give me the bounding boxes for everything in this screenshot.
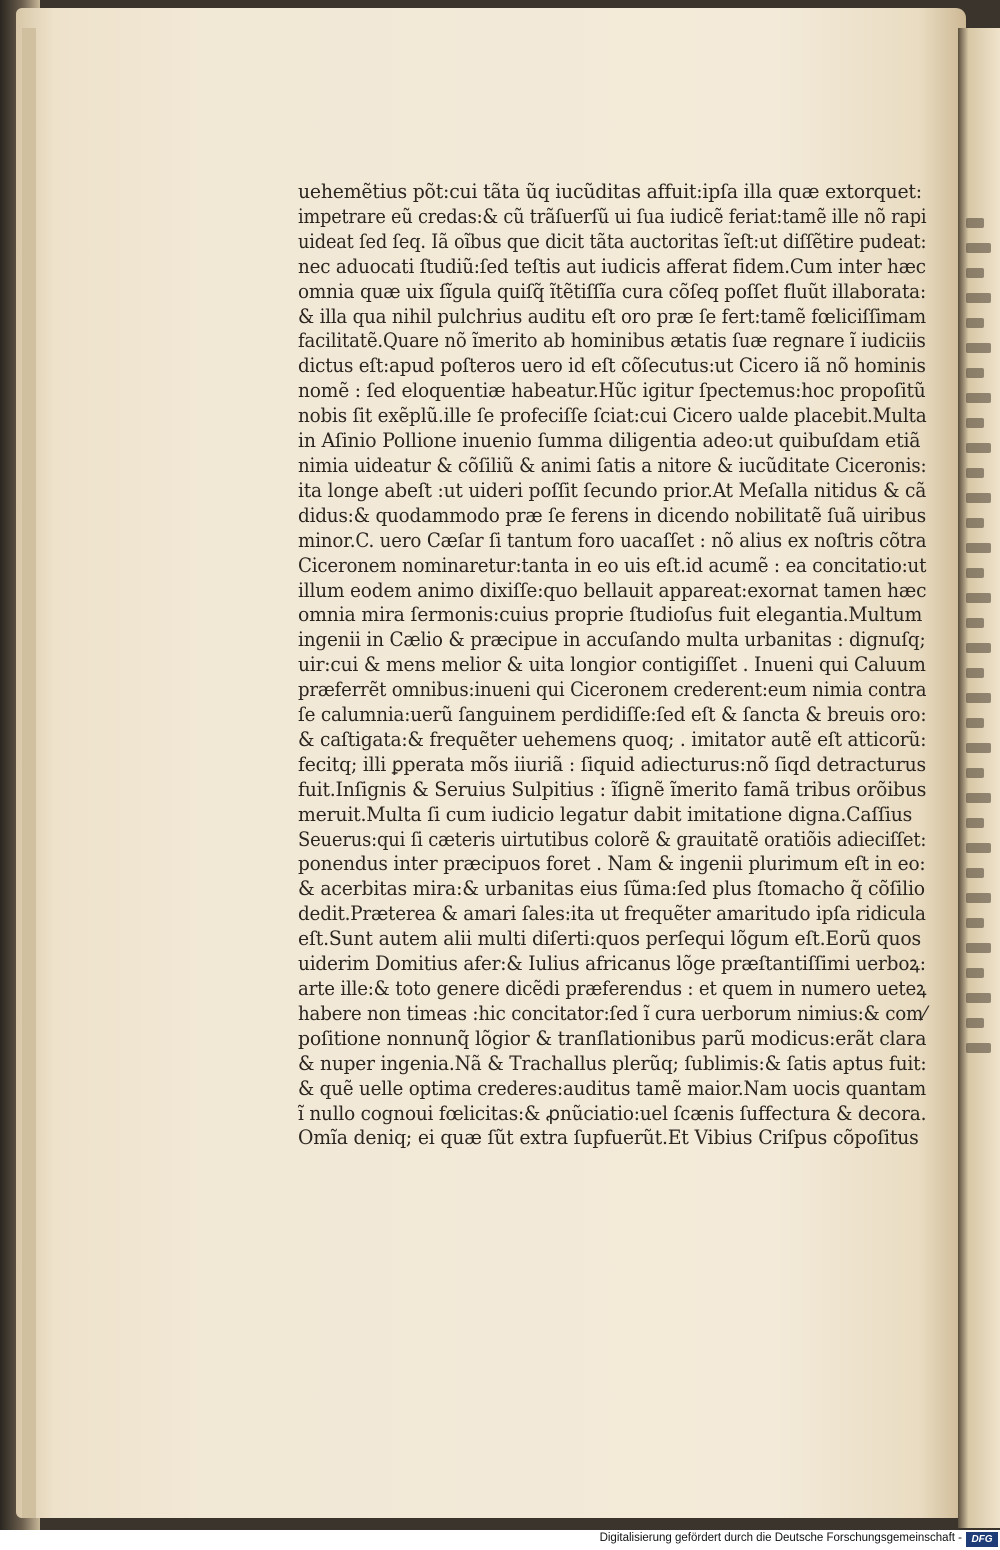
- text-line: arte ille:& toto genere dicẽdi præferendus : et quem in numero ueteꝝ: [298, 977, 927, 1000]
- text-line: ita longe abeſt :ut uideri poſſit ſecundo prior.At Meſalla nitidus & cã: [298, 478, 927, 502]
- facing-page-mark: [966, 993, 991, 1003]
- text-line: Omĩa deniq; ei quæ ſũt extra ſupfuerũt.Et Vibius Criſpus cõpoſitus: [298, 1126, 919, 1150]
- facing-page-mark: [966, 518, 984, 528]
- text-line: omnia mira ſermonis:cuius proprie ſtudioſus fuit elegantia.Multum: [298, 603, 923, 627]
- text-line: nec aduocati ſtudiũ:ſed teſtis aut iudicis afferat fidem.Cum inter hæc: [298, 254, 926, 278]
- facing-page-mark: [966, 293, 991, 303]
- page-stack-edges: [22, 28, 36, 1518]
- facing-page-mark: [966, 743, 991, 753]
- facing-page-mark: [966, 968, 984, 978]
- text-line: fuit.Inſignis & Seruius Sulpitius : ĩſignẽ ĩmerito famã tribus orõibus: [298, 777, 927, 801]
- facing-page-mark: [966, 693, 991, 703]
- facing-page-mark: [966, 443, 991, 453]
- facing-page-mark: [966, 868, 984, 878]
- text-line: uehemẽtius põt:cui tãta ũq iucũditas affuit:ipſa illa quæ extorquet:: [298, 180, 922, 203]
- text-line: dictus eſt:apud poſteros uero id eſt cõſecutus:ut Cicero iã nõ hominis: [298, 354, 926, 378]
- dfg-logo-icon: DFG: [966, 1532, 998, 1547]
- facing-page-mark: [966, 1043, 991, 1053]
- facing-page-mark: [966, 543, 991, 553]
- text-line: habere non timeas :hic concitator:ſed ĩ cura uerborum nimius:& com⁄: [298, 1001, 926, 1025]
- facing-page-mark: [966, 618, 984, 628]
- facing-page-mark: [966, 668, 984, 678]
- main-text-block: [298, 180, 938, 1151]
- text-line: eſt.Sunt autem alii multi diſerti:quos perſequi lõgum eſt.Eorũ quos: [298, 927, 921, 951]
- facing-page-mark: [966, 243, 991, 253]
- facing-page-mark: [966, 818, 984, 828]
- text-line: Seuerus:qui ſi cæteris uirtutibus colorẽ & grauitatẽ oratiõis adieciſſet:: [298, 827, 927, 851]
- text-line: facilitatẽ.Quare nõ ĩmerito ab hominibus ætatis ſuæ regnare ĩ iudiciis: [298, 329, 926, 353]
- facing-page-mark: [966, 343, 991, 353]
- text-line: didus:& quodammodo præ ſe ferens in dicendo nobilitatẽ ſuã uiribus: [298, 503, 926, 527]
- facing-page-mark: [966, 918, 984, 928]
- facing-page-mark: [966, 643, 991, 653]
- facing-page-mark: [966, 218, 984, 228]
- facing-page-mark: [966, 768, 984, 778]
- text-line: uideat ſed ſeq. Iã oĩbus que dicit tãta auctoritas ĩeſt:ut diſſẽtire pudeat:: [298, 229, 927, 253]
- text-line: omnia quæ uix ſĩgula quiſq̃ ĩtẽtiſſĩa cura cõſeq poſſet fluũt illaborata:: [298, 279, 926, 303]
- text-line: nimia uideatur & cõſiliũ & animi ſatis a nitore & iucũditate Ciceronis:: [298, 453, 927, 477]
- text-line: impetrare eũ credas:& cũ trãſuerſũ ui ſua iudicẽ feriat:tamẽ ille nõ rapi: [298, 204, 927, 228]
- facing-page-mark: [966, 393, 991, 403]
- text-line: uiderim Domitius afer:& Iulius africanus lõge præſtantiſſimi uerboꝝ:: [298, 952, 926, 976]
- facing-page-mark: [966, 493, 991, 503]
- facing-page-mark: [966, 418, 984, 428]
- facing-page-mark: [966, 718, 984, 728]
- text-line: ſe calumnia:uerũ ſanguinem perdidiſſe:ſed eſt & ſancta & breuis oro:: [298, 703, 927, 727]
- text-line: Ciceronem nominaretur:tanta in eo uis eſt.id acumẽ : ea concitatio:ut: [298, 553, 927, 577]
- text-line: illum eodem animo dixiſſe:quo bellauit appareat:exornat tamen hæc: [298, 578, 927, 602]
- facing-page-mark: [966, 268, 984, 278]
- text-line: ponendus inter præcipuos foret . Nam & ingenii plurimum eſt in eo:: [298, 852, 926, 876]
- text-line: nomẽ : ſed eloquentiæ habeatur.Hũc igitur ſpectemus:hoc propoſitũ: [298, 379, 926, 403]
- text-line: minor.C. uero Cæſar ſi tantum foro uacaſſet : nõ alius ex noſtris cõtra: [298, 528, 927, 552]
- facing-page-mark: [966, 793, 991, 803]
- digitization-footer: [0, 1530, 1000, 1550]
- facing-page-mark: [966, 843, 991, 853]
- text-line: in Aſinio Pollione inuenio ſumma diligentia adeo:ut quibuſdam etiã: [298, 429, 921, 453]
- funding-credit: Digitalisierung gefördert durch die Deutsche Forschungsgemeinschaft -: [599, 1532, 962, 1544]
- text-line: uir:cui & mens melior & uita longior contigiſſet . Inueni qui Caluum: [298, 653, 926, 677]
- facing-page-mark: [966, 368, 984, 378]
- text-line: nobis ſit exẽplũ.ille ſe profeciſſe ſciat:cui Cicero ualde placebit.Multa: [298, 404, 927, 428]
- facing-page-mark: [966, 568, 984, 578]
- text-line: ĩ nullo cognoui fœlicitas:& ꝓnũciatio:uel ſcænis ſuffectura & decora.: [298, 1101, 927, 1125]
- text-line: & caſtigata:& frequẽter uehemens quoq; . imitator autẽ eſt atticorũ:: [298, 727, 927, 751]
- text-line: ingenii in Cælio & præcipue in accuſando multa urbanitas : dignuſq;: [298, 628, 926, 652]
- text-line: dedit.Præterea & amari ſales:ita ut frequẽter amaritudo ipſa ridicula: [298, 902, 926, 926]
- text-line: fecitq; illi ꝑperata mõs iiuriã : ſiquid adiecturus:nõ ſiqd detracturus: [298, 752, 926, 776]
- text-line: meruit.Multa ſi cum iudicio legatur dabit imitatione digna.Caſſius: [298, 802, 913, 826]
- text-line: & illa qua nihil pulchrius auditu eſt oro præ ſe fert:tamẽ fœliciſſimam: [298, 304, 926, 328]
- text-line: & nuper ingenia.Nã & Trachallus plerũq; ſublimis:& ſatis aptus fuit:: [298, 1051, 927, 1075]
- text-line: præferrẽt omnibus:inueni qui Ciceronem crederent:eum nimia contra: [298, 678, 927, 702]
- facing-page-mark: [966, 943, 991, 953]
- facing-page-fragment: [958, 28, 1000, 1528]
- facing-page-mark: [966, 1018, 984, 1028]
- facing-page-mark: [966, 318, 984, 328]
- facing-page-mark: [966, 593, 991, 603]
- text-line: & acerbitas mira:& urbanitas eius ſũma:ſed plus ſtomacho q̃ cõſilio: [298, 877, 925, 901]
- facing-page-mark: [966, 468, 984, 478]
- facing-page-mark: [966, 893, 991, 903]
- text-line: & quẽ uelle optima crederes:auditus tamẽ maior.Nam uocis quantam: [298, 1076, 926, 1100]
- text-line: poſitione nonnunq̃ lõgior & tranſlationibus parũ modicus:erãt clara: [298, 1026, 927, 1050]
